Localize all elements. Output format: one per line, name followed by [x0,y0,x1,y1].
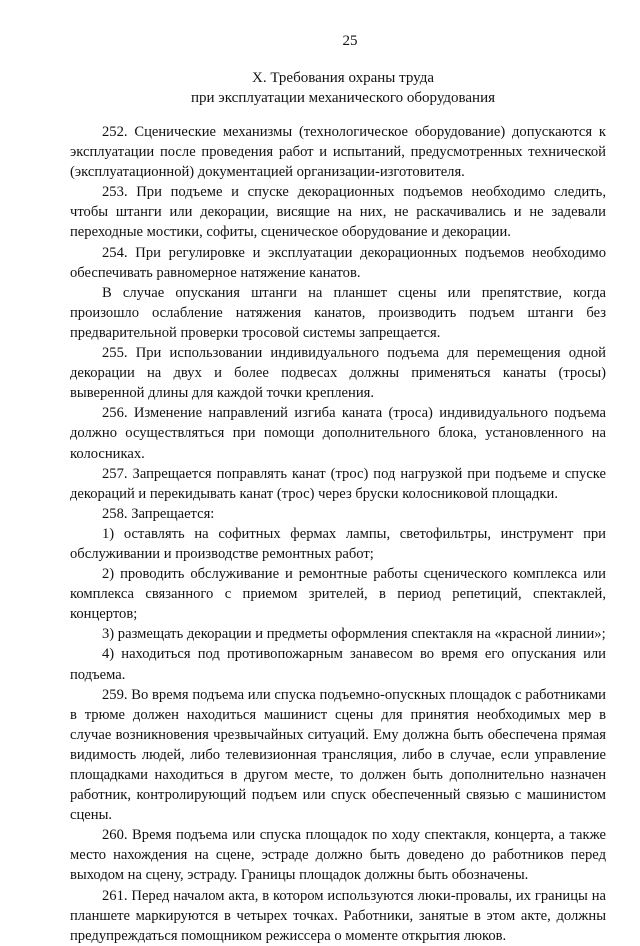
paragraph-261: 261. Перед началом акта, в котором используются люки-провалы, их границы на планшете маркируются в четырех точках. Работники, занятые в этом акте, должны предупреждаться помощником режиссера о моменте открытия люков. [70,887,606,944]
list-item-258-4: 4) находиться под противопожарным занавесом во время его опускания или подъема. [70,646,606,683]
section-heading-line-1: X. Требования охраны труда [252,70,434,86]
paragraph-252: 252. Сценические механизмы (технологическое оборудование) допускаются к эксплуатации после проведения работ и испытаний, предусмотренных технической (эксплуатационной) документацией организации-изготовителя. [70,124,606,181]
paragraph-258: 258. Запрещается: [102,505,215,522]
paragraph-256: 256. Изменение направлений изгиба каната (троса) индивидуального подъема должно осуществляться при помощи дополнительного блока, установленного на колосниках. [70,405,606,462]
section-heading-line-2: при эксплуатации механического оборудования [191,90,495,106]
paragraph-260: 260. Время подъема или спуска площадок по ходу спектакля, концерта, а также место нахождения на сцене, эстраде должно быть доведено до работников перед выходом на сцену, эстраду. Границы площадок должны быть обозначены. [70,827,606,884]
paragraph-253: 253. При подъеме и спуске декорационных подъемов необходимо следить, чтобы штанги или декорации, висящие на них, не раскачивались и не задевали переходные мостики, софиты, сценическое оборудование и декорации. [70,184,606,241]
paragraph-255: 255. При использовании индивидуального подъема для перемещения одной декорации на двух и более подвесах должны применяться канаты (тросы) выверенной длины для каждой точки крепления. [70,345,606,402]
paragraph-254-cont: В случае опускания штанги на планшет сцены или препятствие, когда произошло ослабление натяжения канатов, производить подъем штанги без предварительной проверки тросовой системы запрещается. [70,284,606,341]
list-item-258-1: 1) оставлять на софитных фермах лампы, светофильтры, инструмент при обслуживании и производстве ремонтных работ; [70,525,606,562]
paragraph-259: 259. Во время подъема или спуска подъемно-опускных площадок с работниками в трюме должен находиться машинист сцены для принятия необходимых мер в случае возникновения чрезвычайных ситуаций. Ему должна быть обеспечена прямая видимость людей, либо телевизионная трансляция, либо в случае, если управление площадками находиться в другом месте, то должен быть дополнительно назначен работник, контролирующий подъем или спуск обеспеченный связью с машинистом сцены. [70,686,606,824]
body-text [70,122,606,946]
list-item-258-2: 2) проводить обслуживание и ремонтные работы сценического комплекса или комплекса связанного с приемом зрителей, в период репетиций, спектаклей, концертов; [70,566,606,623]
list-item-258-3: 3) размещать декорации и предметы оформления спектакля на «красной линии»; [102,626,606,643]
paragraph-254: 254. При регулировке и эксплуатации декорационных подъемов необходимо обеспечивать равномерное натяжение канатов. [70,244,606,281]
page-number: 25 [342,33,358,49]
paragraph-257: 257. Запрещается поправлять канат (трос) под нагрузкой при подъеме и спуске декораций и перекидывать канат (трос) через бруски колосниковой площадки. [70,465,606,502]
section-heading [70,68,606,108]
